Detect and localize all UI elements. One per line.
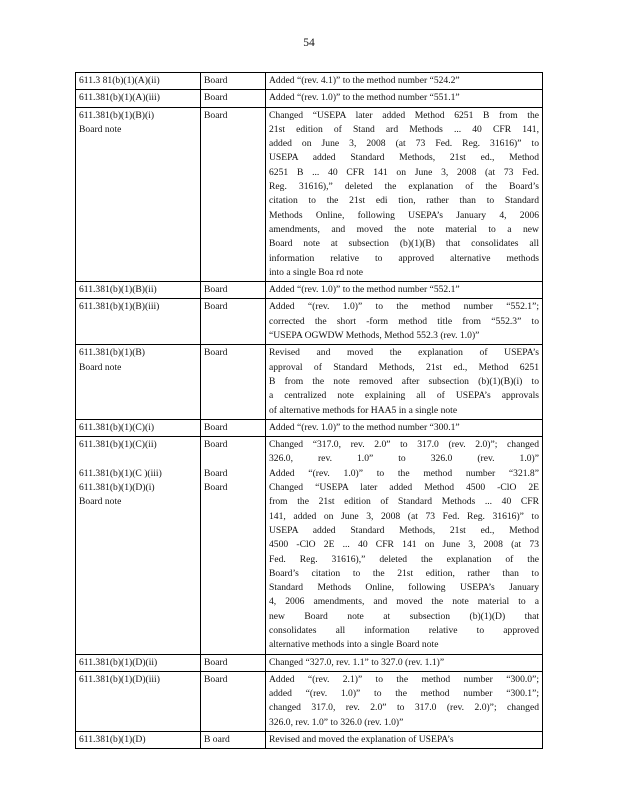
source-line: Board	[204, 284, 228, 296]
changes-table-body	[76, 73, 543, 749]
description-cell	[266, 90, 543, 107]
description-line: Added “(rev. 4.1)” to the method number “524.2”	[269, 75, 460, 86]
description-line: Added “(rev. 1.0)” to the method number “300.1”	[269, 421, 460, 433]
section-line: 611.381(b)(1)(B)(ii)	[79, 284, 157, 296]
source-line: Board	[204, 347, 228, 359]
section-line: 611.381(b)(1)(C)(ii)	[79, 439, 157, 451]
table-row	[76, 419, 543, 436]
description-line: Reg. 31616),” deleted the explanation of the Board’s	[269, 181, 539, 193]
description-line: Added “(rev. 2.1)” to the method number “300.0”;	[269, 673, 539, 685]
description-line: 4, 2006 amendments, and moved the note material to a	[269, 596, 539, 608]
section-cell	[76, 299, 201, 345]
table-row	[76, 282, 543, 299]
description-line: 6251 B ... 40 CFR 141 on June 3, 2008 (at 73 Fed.	[269, 166, 539, 178]
description-line: approval of Standard Methods, 21st ed., Method 6251	[269, 361, 539, 373]
section-cell	[76, 654, 201, 671]
source-line: Board	[204, 109, 228, 121]
source-cell	[201, 90, 266, 107]
source-line: Board	[204, 673, 228, 685]
section-line: 611.381(b)(1)(B)(iii)	[79, 301, 160, 313]
section-cell	[76, 90, 201, 107]
source-line: Board	[204, 439, 228, 451]
changes-table	[75, 72, 543, 749]
source-line: Board	[204, 75, 228, 86]
source-line: B oard	[204, 734, 230, 746]
description-line: into a single Boa rd note	[269, 266, 364, 278]
description-line: information relative to approved alternative methods	[269, 252, 539, 264]
section-line: 611.381(b)(1)(D)(i)	[79, 482, 155, 494]
description-line: corrected the short -form method title from “552.3” to	[269, 315, 539, 327]
blank-line	[204, 452, 262, 466]
description-cell	[266, 654, 543, 671]
blank-line	[79, 452, 197, 466]
section-cell	[76, 732, 201, 749]
source-cell	[201, 345, 266, 419]
description-cell	[266, 732, 543, 749]
section-cell	[76, 282, 201, 299]
section-line: 611.381(b)(1)(B)(i)	[79, 109, 155, 121]
description-line: USEPA added Standard Methods, 21st ed., Method	[269, 152, 539, 164]
table-row	[76, 299, 543, 345]
description-line: added “(rev. 1.0)” to the method number “300.1”;	[269, 688, 539, 700]
table-row	[76, 345, 543, 419]
section-cell	[76, 671, 201, 731]
source-cell	[201, 671, 266, 731]
section-line: 611.381(b)(1)(A)(iii)	[79, 92, 160, 104]
table-row	[76, 437, 543, 654]
section-line: 611.381(b)(1)(C)(i)	[79, 421, 155, 433]
source-cell	[201, 654, 266, 671]
description-line: Added “(rev. 1.0)” to the method number “321.8”	[269, 467, 539, 479]
description-line: 326.0, rev. 1.0” to 326.0 (rev. 1.0)”	[269, 453, 539, 465]
section-line: Board note	[79, 496, 122, 508]
description-cell	[266, 299, 543, 345]
source-cell	[201, 73, 266, 90]
description-line: Changed “USEPA later added Method 6251 B from the	[269, 109, 539, 121]
description-cell	[266, 671, 543, 731]
description-line: Revised and moved the explanation of USEPA’s	[269, 734, 454, 746]
description-line: Methods Online, following USEPA’s January 4, 2006	[269, 209, 539, 221]
description-line: Added “(rev. 1.0)” to the method number “552.1”;	[269, 301, 539, 313]
table-row	[76, 73, 543, 90]
source-cell	[201, 437, 266, 654]
description-line: Added “(rev. 1.0)” to the method number “552.1”	[269, 284, 460, 296]
source-line: Board	[204, 301, 228, 313]
description-line: Changed “USEPA later added Method 4500 -ClO 2E	[269, 482, 539, 494]
description-line: “USEPA OGWDW Methods, Method 552.3 (rev. 1.0)”	[269, 330, 480, 342]
source-cell	[201, 299, 266, 345]
section-cell	[76, 107, 201, 282]
section-line: 611.381(b)(1)(D)(iii)	[79, 673, 160, 685]
description-line: 326.0, rev. 1.0” to 326.0 (rev. 1.0)”	[269, 716, 404, 728]
description-line: added on June 3, 2008 (at 73 Fed. Reg. 31616)” to	[269, 138, 539, 150]
description-line: Board’s citation to the 21st edition, rather than to	[269, 567, 539, 579]
description-line: Board note at subsection (b)(1)(B) that consolidates all	[269, 238, 539, 250]
source-line: Board	[204, 467, 228, 479]
table-row	[76, 90, 543, 107]
table-row	[76, 732, 543, 749]
section-cell	[76, 419, 201, 436]
section-line: 611.381(b)(1)(D)(ii)	[79, 656, 158, 668]
description-line: citation to the 21st edi tion, rather than to Standard	[269, 195, 539, 207]
section-line: 611.381(b)(1)(D)	[79, 734, 146, 746]
description-cell	[266, 345, 543, 419]
description-line: 21st edition of Stand ard Methods ... 40 CFR 141,	[269, 123, 539, 135]
description-cell	[266, 107, 543, 282]
source-line: Board	[204, 92, 228, 104]
description-cell	[266, 282, 543, 299]
table-row	[76, 654, 543, 671]
source-line: Board	[204, 656, 228, 668]
description-line: Changed “317.0, rev. 2.0” to 317.0 (rev. 2.0)”; changed	[269, 439, 539, 451]
description-line: USEPA added Standard Methods, 21st ed., Method	[269, 524, 539, 536]
source-cell	[201, 282, 266, 299]
source-cell	[201, 107, 266, 282]
description-line: Added “(rev. 1.0)” to the method number “551.1”	[269, 92, 460, 104]
page-number: 54	[303, 37, 315, 49]
description-line: alternative methods into a single Board note	[269, 639, 439, 651]
section-cell	[76, 73, 201, 90]
description-line: Fed. Reg. 31616),” deleted the explanation of the	[269, 553, 539, 565]
description-line: consolidates all information relative to approved	[269, 624, 539, 636]
description-line: Revised and moved the explanation of USEPA’s	[269, 347, 539, 359]
section-cell	[76, 437, 201, 654]
description-cell	[266, 437, 543, 654]
source-cell	[201, 419, 266, 436]
section-line: 611.381(b)(1)(B)	[79, 347, 145, 359]
source-line: Board	[204, 421, 228, 433]
description-line: Standard Methods Online, following USEPA’s January	[269, 582, 539, 594]
description-line: a centralized note explaining all of USEPA’s approvals	[269, 390, 539, 402]
description-line: amendments, and moved the note material to a new	[269, 223, 539, 235]
description-line: of alternative methods for HAA5 in a single note	[269, 404, 458, 416]
table-row	[76, 107, 543, 282]
description-cell	[266, 73, 543, 90]
section-line: 611.3 81(b)(1)(A)(ii)	[79, 75, 160, 86]
description-line: Changed “327.0, rev. 1.1” to 327.0 (rev. 1.1)”	[269, 656, 445, 668]
source-cell	[201, 732, 266, 749]
source-line: Board	[204, 482, 228, 494]
section-cell	[76, 345, 201, 419]
section-line: Board note	[79, 123, 122, 135]
section-line: 611.381(b)(1)(C )(iii)	[79, 467, 162, 479]
description-line: from the 21st edition of Standard Methods ... 40 CFR	[269, 496, 539, 508]
table-row	[76, 671, 543, 731]
description-line: new Board note at subsection (b)(1)(D) that	[269, 610, 539, 622]
section-line: Board note	[79, 361, 122, 373]
description-line: B from the note removed after subsection (b)(1)(B)(i) to	[269, 375, 539, 387]
description-line: changed 317.0, rev. 2.0” to 317.0 (rev. 2.0)”; changed	[269, 702, 539, 714]
description-cell	[266, 419, 543, 436]
description-line: 141, added on June 3, 2008 (at 73 Fed. Reg. 31616)” to	[269, 510, 539, 522]
description-line: 4500 -ClO 2E ... 40 CFR 141 on June 3, 2008 (at 73	[269, 539, 539, 551]
